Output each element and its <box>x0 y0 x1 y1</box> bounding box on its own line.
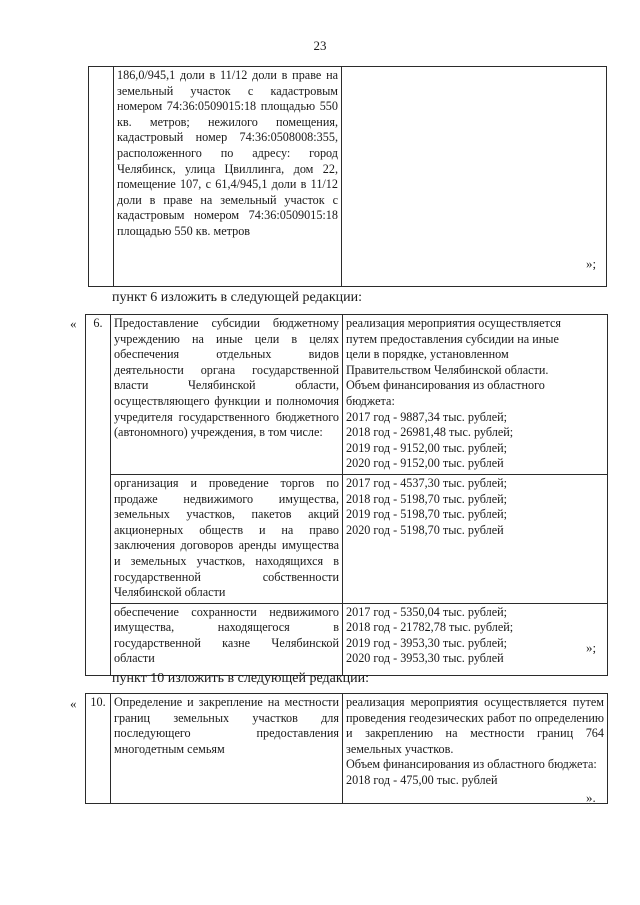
item-6-row-2-description: организация и проведение торгов по продаже недвижимого имущества, земельных участков, пакетов акций акционерных обществ и на право заключения договоров аренды имущества и земельных участков, находящихся в государственной собственности Челябинской области <box>111 474 343 603</box>
item-10-open-quote: « <box>70 696 77 711</box>
amount-line: 2020 год - 3953,30 тыс. рублей <box>346 651 504 666</box>
caption-item-10: пункт 10 изложить в следующей редакции: <box>112 671 369 686</box>
mechanism-line: цели в порядке, установленном <box>346 347 509 362</box>
item-10-description: Определение и закрепление на местности границ земельных участков для последующего предоставления многодетным семьям <box>111 694 343 804</box>
table-row <box>86 694 608 804</box>
item-10-mechanism: реализация мероприятия осуществляется путем проведения геодезических работ по определению и закреплению на местности границ 764 земельных участков. <box>346 695 604 756</box>
amount-line: 2020 год - 9152,00 тыс. рублей <box>346 456 504 471</box>
amount-line: 2017 год - 5350,04 тыс. рублей; <box>346 604 508 619</box>
item-6-number: 6. <box>86 315 111 676</box>
amount-line: 2019 год - 3953,30 тыс. рублей; <box>346 635 508 650</box>
table-row <box>86 474 608 603</box>
item-10-close-quote: ». <box>586 790 596 805</box>
amount-line: 2017 год - 9887,34 тыс. рублей; <box>346 409 508 424</box>
mechanism-line: Объем финансирования из областного <box>346 378 545 393</box>
item-6-open-quote: « <box>70 316 77 331</box>
amount-line: 2018 год - 475,00 тыс. рублей <box>346 772 498 787</box>
item-6-table <box>85 314 608 676</box>
table-row <box>86 315 608 475</box>
amount-line: 2019 год - 9152,00 тыс. рублей; <box>346 440 508 455</box>
item-10-table <box>85 693 608 804</box>
item-6-row-2-financing <box>343 474 608 603</box>
continuation-close-quote: »; <box>586 256 597 271</box>
amount-line: 2020 год - 5198,70 тыс. рублей <box>346 522 504 537</box>
continuation-description: 186,0/945,1 доли в 11/12 доли в праве на земельный участок с кадастровым номером 74:36:0509015:18 площадью 550 кв. метров; нежилого помещения, кадастровый номер 74:36:0508008:355, расположенного по адресу: город Челябинск, улица Цвиллинга, дом 22, помещение 107, с 61,4/945,1 доли в 11/12 доли в праве на земельный участок с кадастровым номером 74:36:0509015:18 площадью 550 кв. метров <box>114 67 342 287</box>
item-10-funding-label: Объем финансирования из областного бюджета: <box>346 757 597 772</box>
amount-line: 2017 год - 4537,30 тыс. рублей; <box>346 475 508 490</box>
item-6-row-1-description: Предоставление субсидии бюджетному учреждению на иные цели в целях обеспечения отдельных видов деятельности органа государственной власти Челябинской области, осуществляющего функции и полномочия учредителя государственного бюджетного (автономного) учреждения, в том числе: <box>111 315 343 475</box>
item-6-row-3-description: обеспечение сохранности недвижимого имущества, находящегося в государственной казне Челябинской области <box>111 603 343 675</box>
item-10-financing <box>343 694 608 804</box>
item-6-row-1-financing <box>343 315 608 475</box>
mechanism-line: путем предоставления субсидии на иные <box>346 331 559 346</box>
amount-line: 2019 год - 5198,70 тыс. рублей; <box>346 507 508 522</box>
amount-line: 2018 год - 26981,48 тыс. рублей; <box>346 425 514 440</box>
continuation-table <box>88 66 607 287</box>
table-row <box>86 603 608 675</box>
page-number: 23 <box>313 38 327 53</box>
mechanism-line: Правительством Челябинской области. <box>346 362 549 377</box>
caption-item-6: пункт 6 изложить в следующей редакции: <box>112 290 362 305</box>
item-6-close-quote: »; <box>586 640 597 655</box>
amount-line: 2018 год - 5198,70 тыс. рублей; <box>346 491 508 506</box>
mechanism-line: бюджета: <box>346 393 395 408</box>
item-6-row-3-financing <box>343 603 608 675</box>
item-10-number: 10. <box>86 694 111 804</box>
continuation-empty-cell <box>342 67 607 287</box>
continuation-number-cell <box>89 67 114 287</box>
amount-line: 2018 год - 21782,78 тыс. рублей; <box>346 620 514 635</box>
mechanism-line: реализация мероприятия осуществляется <box>346 316 562 330</box>
